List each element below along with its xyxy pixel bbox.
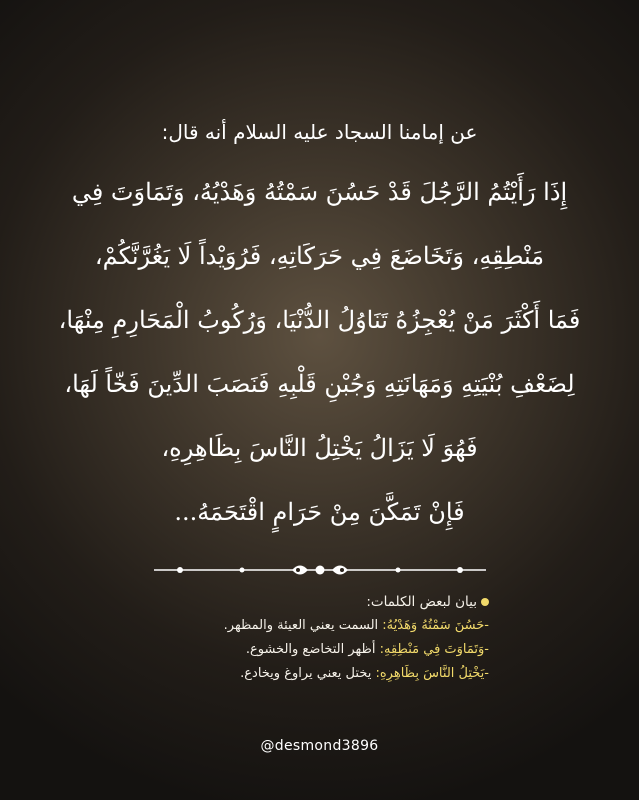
hadith-quote <box>18 160 621 544</box>
quote-line-2: مَنْطِقِهِ، وَتَخَاضَعَ فِي حَرَكَاتِهِ، فَرُوَيْداً لَا يَغُرَّنَّكُمْ، <box>94 242 545 270</box>
author-handle: @desmond3896 <box>260 738 379 754</box>
glossary-item: -وَتَمَاوَتَ فِي مَنْطِقِهِ: أظهر التخاضع والخشوع. <box>245 642 489 657</box>
quote-line-1: إِذَا رَأَيْتُمُ الرَّجُلَ قَدْ حَسُنَ سَمْتُهُ وَهَدْيُهُ، وَتَمَاوَتَ فِي <box>71 178 568 206</box>
quote-line-4: لِضَعْفِ بُنْيَتِهِ وَمَهَانَتِهِ وَجُبْنِ قَلْبِهِ فَنَصَبَ الدِّينَ فَخّاً لَهَا، <box>64 370 575 398</box>
ornamental-divider <box>150 558 490 582</box>
glossary <box>20 590 489 686</box>
quote-line-6: فَإِنْ تَمَكَّنَ مِنْ حَرَامٍ اقْتَحَمَهُ... <box>174 498 465 526</box>
quote-line-3: فَمَا أَكْثَرَ مَنْ يُعْجِزُهُ تَنَاوُلُ الدُّنْيَا، وَرُكُوبُ الْمَحَارِمِ مِنْهَا، <box>58 306 581 334</box>
bullet-icon <box>481 598 489 606</box>
glossary-item: -حَسُنَ سَمْتُهُ وَهَدْيُهُ: السمت يعني العيئة والمظهر. <box>223 618 489 633</box>
quote-line-5: فَهُوَ لَا يَزَالُ يَخْتِلُ النَّاسَ بِظَاهِرِهِ، <box>161 434 478 462</box>
glossary-item: -يَخْتِلُ النَّاسَ بِظَاهِرِهِ: يختل يعني يراوغ ويخادع. <box>240 666 489 681</box>
glossary-title: بيان لبعض الكلمات: <box>20 590 489 614</box>
intro-line: عن إمامنا السجاد عليه السلام أنه قال: <box>161 120 478 144</box>
